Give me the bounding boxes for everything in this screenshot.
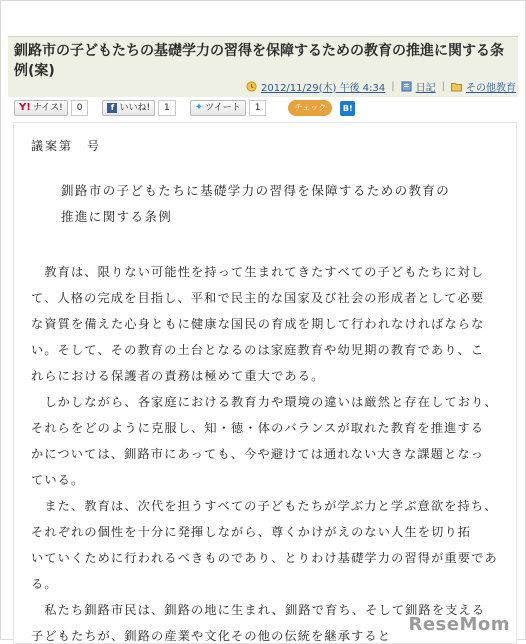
body-line: ている。 bbox=[31, 473, 85, 487]
clock-icon bbox=[246, 81, 257, 92]
yahoo-nice-button[interactable] bbox=[14, 100, 68, 116]
hatena-label: B! bbox=[342, 103, 353, 113]
meta-separator: | bbox=[391, 80, 395, 92]
diary-icon bbox=[401, 81, 412, 92]
folder-icon bbox=[451, 81, 462, 92]
category-link[interactable]: 日記 bbox=[415, 82, 436, 94]
body-line: る。 bbox=[31, 577, 58, 591]
body-line: い。そして、その教育の土台となるのは家庭教育や幼児期の教育であり、こ bbox=[31, 343, 485, 357]
body-line: れらにおける保護者の責務は極めて重大である。 bbox=[31, 369, 325, 383]
mixi-check-label: チェック bbox=[294, 103, 327, 112]
post-title: 釧路市の子どもたちの基礎学力の習得を保障するための教育の推進に関する条例(案) bbox=[14, 43, 504, 79]
yahoo-nice-label: ナイス! bbox=[32, 103, 63, 113]
law-title-line: 推進に関する条例 bbox=[61, 209, 173, 224]
body-line: 教育は、限りない可能性を持って生まれてきたすべての子どもたちに対し bbox=[31, 265, 485, 279]
mixi-check-button[interactable] bbox=[288, 100, 332, 116]
body-line: 私たち釧路市民は、釧路の地に生まれ、釧路で育ち、そして釧路を支える bbox=[31, 603, 486, 617]
tweet-button[interactable] bbox=[190, 100, 246, 116]
body-line: て、人格の完成を目指し、平和で民主的な国家及び社会の形成者として必要 bbox=[31, 291, 485, 305]
body-line: それらをどのように克服し、知・徳・体のバランスが取れた教育を推進する bbox=[31, 421, 485, 435]
bill-number: 議案第 号 bbox=[31, 139, 102, 153]
facebook-icon: f bbox=[107, 103, 117, 113]
tweet-label: ツイート bbox=[205, 103, 241, 113]
yahoo-nice-count: 0 bbox=[71, 100, 89, 116]
body-line: いていくために行われるべきものであり、とりわけ基礎学力の習得が重要であ bbox=[31, 551, 498, 565]
twitter-icon: ✦ bbox=[194, 102, 204, 113]
facebook-like-count: 1 bbox=[158, 100, 176, 116]
facebook-like-label: いいね! bbox=[119, 103, 151, 113]
tweet-count: 1 bbox=[249, 100, 267, 116]
body-line: しかしながら、各家庭における教育力や環境の違いは厳然と存在しており、 bbox=[31, 395, 498, 409]
document-image bbox=[13, 122, 517, 644]
post-meta bbox=[246, 78, 516, 94]
law-title-line: 釧路市の子どもたちに基礎学力の習得を保障するための教育の bbox=[61, 183, 451, 198]
meta-separator: | bbox=[441, 80, 445, 92]
body-line: 子どもたちが、釧路の産業や文化その他の伝統を継承すると bbox=[31, 629, 392, 643]
yahoo-icon: Y! bbox=[19, 102, 31, 113]
hatena-bookmark-button[interactable] bbox=[340, 101, 355, 116]
post-date[interactable]: 2012/11/29(木) 午後 4:34 bbox=[260, 82, 386, 94]
folder-link[interactable]: その他教育 bbox=[466, 82, 516, 94]
facebook-like-button[interactable] bbox=[102, 100, 155, 116]
body-line: かについては、釧路市にあっても、今や避けては通れない大きな課題となっ bbox=[31, 447, 485, 461]
social-buttons bbox=[14, 99, 355, 117]
body-line: な資質を備えた心身ともに健康な国民の育成を期して行われなければならな bbox=[31, 317, 485, 331]
body-line: それぞれの個性を十分に発揮しながら、尊くかけがえのない人生を切り拓 bbox=[31, 525, 472, 539]
body-line: また、教育は、次代を担うすべての子どもたちが学ぶ力と学ぶ意欲を持ち、 bbox=[31, 499, 498, 513]
resemom-watermark: ReseMom bbox=[408, 614, 510, 635]
